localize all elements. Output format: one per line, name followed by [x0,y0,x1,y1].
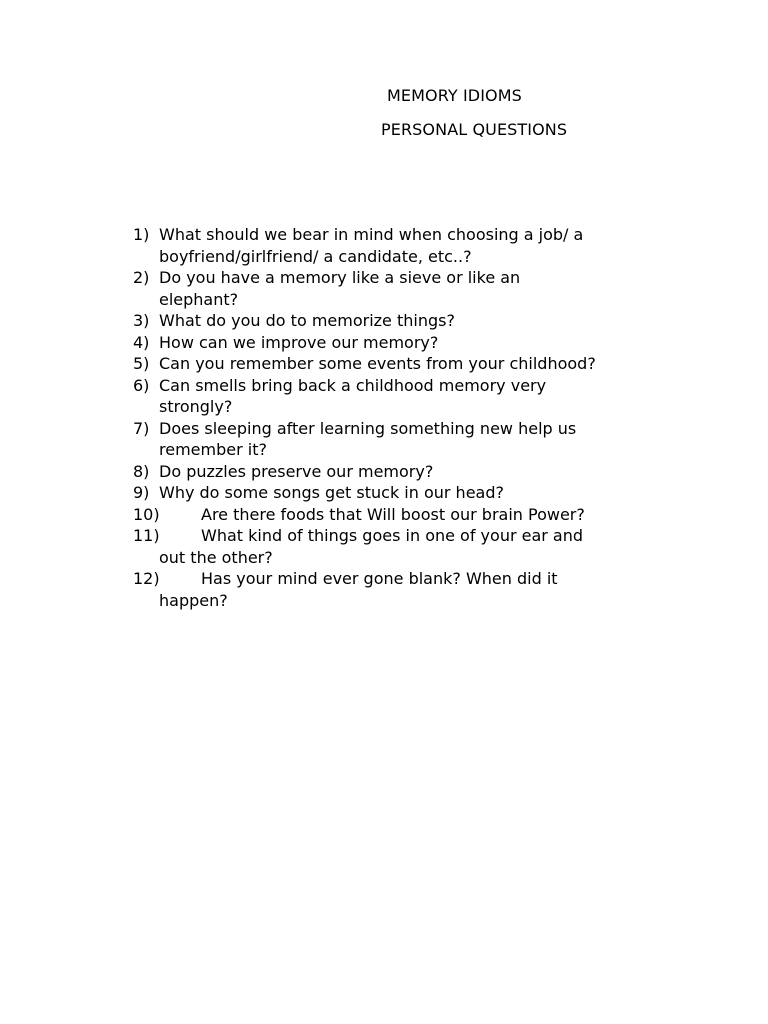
question-text-continued: strongly? [159,397,233,416]
question-number: 9) [133,483,150,502]
question-item [133,482,663,504]
question-text: Can you remember some events from your childhood? [159,354,596,373]
question-item [133,525,663,568]
document-title: MEMORY IDIOMS [387,86,522,105]
question-number: 10) [133,504,160,524]
question-number: 5) [133,354,150,373]
question-item [133,375,663,418]
question-text: What do you do to memorize things? [159,311,455,330]
question-text: What kind of things goes in one of your ear and [201,526,584,545]
question-item [133,310,663,332]
question-number: 11) [133,526,160,545]
question-item [133,353,663,375]
question-number: 6) [133,375,150,395]
question-text-continued: remember it? [159,440,267,459]
question-text-continued: boyfriend/girlfriend/ a candidate, etc..? [159,246,472,266]
question-number: 3) [133,311,150,330]
question-number: 12) [133,569,160,588]
question-text: How can we improve our memory? [159,332,439,352]
question-text: Has your mind ever gone blank? When did it [201,569,558,588]
question-text-continued: happen? [159,590,228,610]
question-text: What should we bear in mind when choosing a job/ a [159,225,584,244]
question-text: Can smells bring back a childhood memory very [159,375,547,395]
question-number: 1) [133,225,150,244]
question-text: Do puzzles preserve our memory? [159,461,434,481]
question-number: 4) [133,332,150,352]
question-text-continued: out the other? [159,547,273,567]
question-item [133,461,663,483]
question-item [133,224,663,267]
question-item [133,267,663,310]
question-item [133,504,663,526]
question-text: Are there foods that Will boost our brain Power? [201,504,585,524]
question-item [133,568,663,611]
question-list [133,224,663,611]
document-subtitle: PERSONAL QUESTIONS [381,120,568,139]
question-item [133,332,663,354]
question-text: Do you have a memory like a sieve or like an [159,268,521,287]
question-number: 7) [133,418,150,438]
question-item [133,418,663,461]
question-text-continued: elephant? [159,289,239,309]
question-text: Why do some songs get stuck in our head? [159,483,504,502]
question-text: Does sleeping after learning something new help us [159,418,577,438]
question-number: 2) [133,268,150,287]
question-number: 8) [133,461,150,481]
